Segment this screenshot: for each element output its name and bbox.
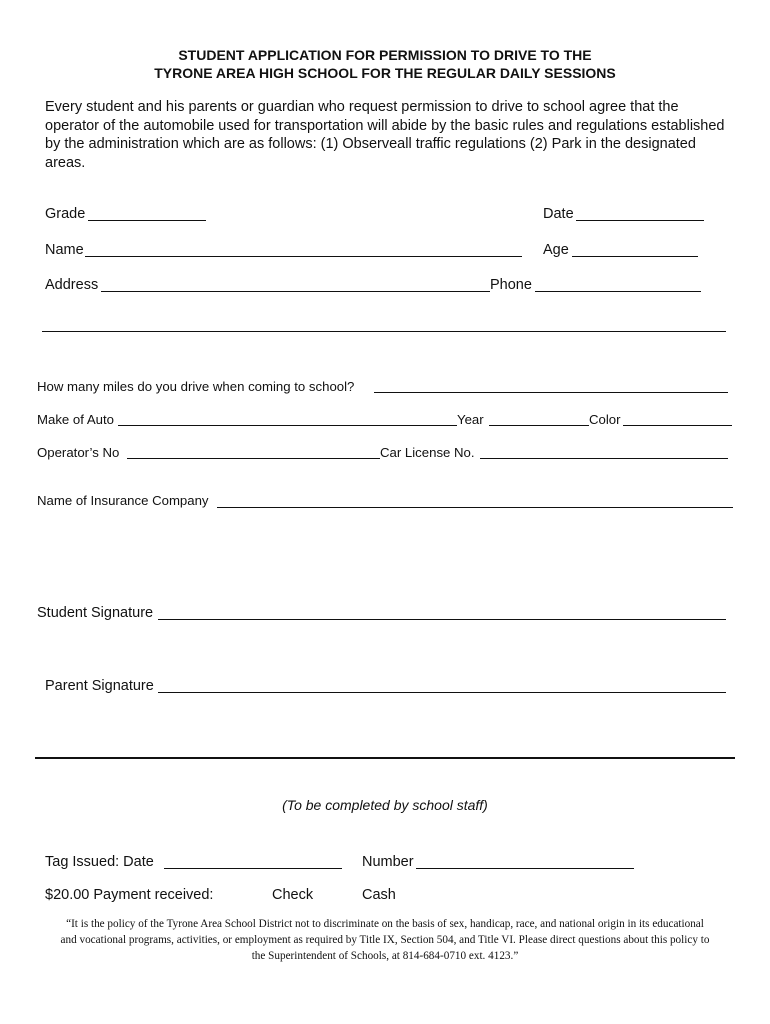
number-field[interactable] bbox=[416, 868, 634, 869]
date-field[interactable] bbox=[576, 220, 704, 221]
title-line-1: STUDENT APPLICATION FOR PERMISSION TO DRIVE TO THE bbox=[178, 47, 592, 63]
tag-issued-date-field[interactable] bbox=[164, 868, 342, 869]
staff-heading: (To be completed by school staff) bbox=[282, 797, 488, 813]
operator-label: Operator’s No bbox=[37, 445, 120, 460]
cash-option[interactable]: Cash bbox=[362, 887, 396, 903]
tag-issued-label: Tag Issued: Date bbox=[45, 854, 154, 870]
section-divider bbox=[35, 757, 735, 759]
policy-notice: “It is the policy of the Tyrone Area School District not to discriminate on the basis of sex, handicap, race, and national origin in its educational and vocational programs, activities, or employment as required by Title IX, Section 504, and Title VI. Please direct questions about this policy to the Superintendent of Schools, at 814-684-0710 ext. 4123.” bbox=[60, 918, 710, 962]
title-line-2: TYRONE AREA HIGH SCHOOL FOR THE REGULAR DAILY SESSIONS bbox=[154, 65, 616, 81]
operator-field[interactable] bbox=[127, 458, 380, 459]
student-signature-field[interactable] bbox=[158, 619, 726, 620]
color-label: Color bbox=[589, 412, 621, 427]
age-field[interactable] bbox=[572, 256, 698, 257]
make-field[interactable] bbox=[118, 425, 457, 426]
insurance-field[interactable] bbox=[217, 507, 733, 508]
address-field[interactable] bbox=[101, 291, 490, 292]
address-label: Address bbox=[45, 277, 99, 293]
payment-label: $20.00 Payment received: bbox=[45, 887, 214, 903]
year-label: Year bbox=[457, 412, 484, 427]
intro-paragraph: Every student and his parents or guardian who request permission to drive to school agree that the operator of the automobile used for transportation will abide by the basic rules and regulations established by the administration which are as follows: (1) Observeall traffic regulations (2) Park in the designated areas. bbox=[45, 99, 725, 171]
name-field[interactable] bbox=[85, 256, 522, 257]
license-label: Car License No. bbox=[380, 445, 475, 460]
age-label: Age bbox=[543, 242, 569, 258]
miles-label: How many miles do you drive when coming to school? bbox=[37, 379, 355, 394]
phone-label: Phone bbox=[490, 277, 532, 293]
grade-field[interactable] bbox=[88, 220, 206, 221]
name-label: Name bbox=[45, 242, 84, 258]
address-line-2-field[interactable] bbox=[42, 331, 726, 332]
number-label: Number bbox=[362, 854, 414, 870]
parent-signature-field[interactable] bbox=[158, 692, 726, 693]
color-field[interactable] bbox=[623, 425, 732, 426]
make-label: Make of Auto bbox=[37, 412, 114, 427]
insurance-label: Name of Insurance Company bbox=[37, 493, 209, 508]
student-signature-label: Student Signature bbox=[37, 605, 154, 621]
parent-signature-label: Parent Signature bbox=[45, 678, 154, 694]
license-field[interactable] bbox=[480, 458, 728, 459]
date-label: Date bbox=[543, 206, 574, 222]
check-option[interactable]: Check bbox=[272, 887, 314, 903]
miles-field[interactable] bbox=[374, 392, 728, 393]
year-field[interactable] bbox=[489, 425, 589, 426]
grade-label: Grade bbox=[45, 206, 86, 222]
phone-field[interactable] bbox=[535, 291, 701, 292]
